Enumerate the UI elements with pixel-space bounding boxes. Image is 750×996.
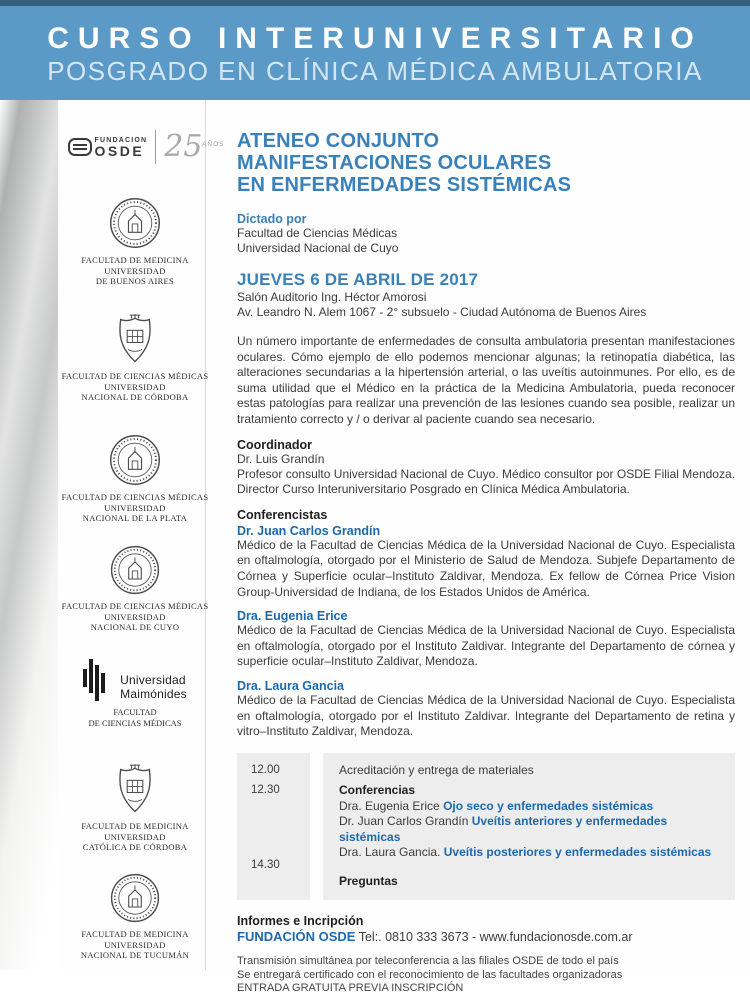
speaker-name: Dr. Juan Carlos Grandín <box>237 523 381 538</box>
unc-caption-line: NACIONAL DE CÓRDOBA <box>81 392 189 402</box>
speaker-name: Dra. Eugenia Erice <box>237 609 348 624</box>
talk-speaker: Dra. Eugenia Erice <box>339 798 440 813</box>
footer-note: ENTRADA GRATUITA PREVIA INSCRIPCIÓN <box>237 982 464 995</box>
unt-caption-line: FACULTAD DE MEDICINA <box>81 929 189 939</box>
sidebar-logos <box>61 100 225 970</box>
logo-uncuyo <box>62 543 208 633</box>
event-title: ATENEO CONJUNTO MANIFESTACIONES OCULARES EN ENFERMEDADES SISTÉMICAS <box>237 130 572 196</box>
coordinator-label: Coordinador <box>237 437 312 452</box>
uncuyo-caption-line: FACULTAD DE CIENCIAS MÉDICAS <box>61 601 209 611</box>
logo-ucc <box>62 761 208 853</box>
unt-caption-line: UNIVERSIDAD <box>104 939 166 950</box>
uncuyo-caption-line: NACIONAL DE CUYO <box>90 622 180 632</box>
talk-speaker: Dr. Juan Carlos Grandín <box>339 814 469 829</box>
contact-line <box>237 928 735 946</box>
talk-topic: Ojo seco y enfermedades sistémicas <box>443 798 654 813</box>
footer-section <box>237 914 735 996</box>
course-title: CURSO INTERUNIVERSITARIO <box>47 22 703 55</box>
footer-note: Transmisión simultánea por teleconferencia a las filiales OSDE de todo el país <box>237 955 619 968</box>
dictado-line: Universidad Nacional de Cuyo <box>237 241 399 255</box>
unc-caption-line: FACULTAD DE CIENCIAS MÉDICAS <box>61 371 209 381</box>
schedule-time: 12.00 <box>251 763 280 776</box>
osde-anios-label: AÑOS <box>202 141 225 148</box>
osde-divider <box>155 130 156 164</box>
speaker-name: Dra. Laura Gancia <box>237 678 344 693</box>
osde-name-label: OSDE <box>94 142 145 159</box>
ucc-crest-icon <box>109 761 161 817</box>
uba-caption-line: DE BUENOS AIRES <box>95 276 175 286</box>
logo-maimonides <box>62 655 208 728</box>
talk-topic: Uveítis anteriores y enfermedades sistémicas <box>339 814 668 844</box>
dictado-section <box>237 212 735 256</box>
schedule-times-column <box>237 753 310 901</box>
coordinator-bio: Profesor consulto Universidad Nacional de Cuyo. Médico consultor por OSDE Filial Mendoza. Director Curso Interuniversitario Posgrado en Clínica Médica Ambulatoria. <box>237 466 735 497</box>
uba-caption-line: UNIVERSIDAD <box>104 265 166 276</box>
unt-seal-icon <box>108 871 162 925</box>
contact-details: Tel:. 0810 333 3673 - www.fundacionosde.com.ar <box>355 930 633 945</box>
maimonides-bars-icon <box>83 655 113 701</box>
maimonides-name: Universidad Maimónides <box>120 673 187 701</box>
schedule-column-gap <box>310 753 323 901</box>
unt-caption-line: NACIONAL DE TUCUMÁN <box>80 950 190 960</box>
logo-uba <box>62 195 208 287</box>
schedule-table <box>237 753 735 901</box>
schedule-time: 12.30 <box>251 784 280 797</box>
unlp-caption-line: FACULTAD DE CIENCIAS MÉDICAS <box>61 492 209 502</box>
info-label: Informes e Incripción <box>237 914 364 929</box>
speaker-bio: Médico de la Facultad de Ciencias Médica de la Universidad Nacional de Cuyo. Especialista en oftalmología, otorgado por el Ministerio de Salud de Mendoza. Subjefe Departamento de Córnea y Superficie ocular–Instituto Zaldivar, Mendoza. Ex fellow de Córnea Price Vision Group-Universidad de Indiana, de los Estados Unidos de América. <box>237 537 735 599</box>
course-subtitle: POSGRADO EN CLÍNICA MÉDICA AMBULATORIA <box>47 56 703 86</box>
osde-25-years-icon: 25 AÑOS <box>164 129 225 164</box>
logo-unt <box>62 871 208 961</box>
schedule-time: 14.30 <box>251 858 280 871</box>
page-spine-shading <box>0 100 58 970</box>
unlp-caption-line: NACIONAL DE LA PLATA <box>82 513 188 523</box>
dictado-line: Facultad de Ciencias Médicas <box>237 226 398 240</box>
talk-topic: Uveítis posteriores y enfermedades sistémicas <box>443 845 712 860</box>
unc-crest-icon <box>109 311 161 367</box>
osde-brand-label: FUNDACION <box>94 136 148 144</box>
schedule-talk <box>339 845 721 861</box>
event-date: JUEVES 6 DE ABRIL DE 2017 <box>237 270 479 289</box>
header-band <box>0 0 750 100</box>
osde-logo-icon <box>68 137 148 158</box>
unlp-seal-icon <box>107 432 163 488</box>
speaker-bio: Médico de la Facultad de Ciencias Médica de la Universidad Nacional de Cuyo. Especialista en oftalmología, otorgado por el Instituto Zaldivar. Integrante del Departamento de retina y vitro–Instituto Zaldivar, Mendoza. <box>237 692 735 739</box>
event-venue: Salón Auditorio Ing. Héctor Amorosi <box>237 290 427 304</box>
dictado-label: Dictado por <box>237 212 307 226</box>
organization-name: FUNDACIÓN OSDE <box>237 929 356 945</box>
uncuyo-seal-icon <box>108 543 162 597</box>
unlp-caption-line: UNIVERSIDAD <box>104 502 166 513</box>
main-content <box>237 130 735 996</box>
uba-caption-line: FACULTAD DE MEDICINA <box>81 255 189 265</box>
footer-notes <box>237 955 735 996</box>
logo-unlp <box>62 432 208 524</box>
talk-speaker: Dra. Laura Gancia. <box>339 845 441 860</box>
ucc-caption-line: UNIVERSIDAD <box>104 831 166 842</box>
uncuyo-caption-line: UNIVERSIDAD <box>104 611 166 622</box>
event-address: Av. Leandro N. Alem 1067 - 2° subsuelo - Ciudad Autónoma de Buenos Aires <box>237 305 647 319</box>
schedule-row-conferences-title: Conferencias <box>339 783 416 798</box>
unc-caption-line: UNIVERSIDAD <box>104 381 166 392</box>
intro-paragraph: Un número importante de enfermedades de consulta ambulatoria presentan manifestaciones oculares. Cómo ejemplo de ello podemos mencionar algunas; la retinopatía diabética, las alteraciones secundarias a la hipertensión arterial, o las uveítis autoinmunes. Por ello, es de suma utilidad que el Médico en la práctica de la Medicina Ambulatoria, pueda reconocer estas patologías para realizar una prevención de las lesiones cuando sea posible, realizar un tratamiento correcto y / o derivar al paciente cuando sea necesario. <box>237 334 735 426</box>
schedule-row-accreditation: Acreditación y entrega de materiales <box>339 762 534 777</box>
ucc-caption-line: FACULTAD DE MEDICINA <box>81 821 189 831</box>
schedule-talk <box>339 814 721 845</box>
speaker-bio: Médico de la Facultad de Ciencias Médica de la Universidad Nacional de Cuyo. Especialista en oftalmología, otorgado por el Instituto Zaldivar. Integrante del Departamento de córnea y superficie ocular–Instituto Zaldivar, Mendoza. <box>237 623 735 669</box>
coordinator-name: Dr. Luis Grandín <box>237 451 325 466</box>
ucc-caption-line: CATÓLICA DE CÓRDOBA <box>82 842 188 852</box>
schedule-content-column <box>323 753 735 901</box>
logo-unc <box>62 311 208 403</box>
uba-seal-icon <box>107 195 163 251</box>
speakers-label: Conferencistas <box>237 507 328 522</box>
maimonides-faculty: FACULTAD DE CIENCIAS MÉDICAS <box>88 707 182 728</box>
schedule-row-questions: Preguntas <box>339 873 398 888</box>
schedule-talk <box>339 799 721 815</box>
logo-fundacion-osde <box>62 129 225 164</box>
footer-note: Se entregará certificado con el reconocimiento de las facultades organizadoras <box>237 968 623 981</box>
